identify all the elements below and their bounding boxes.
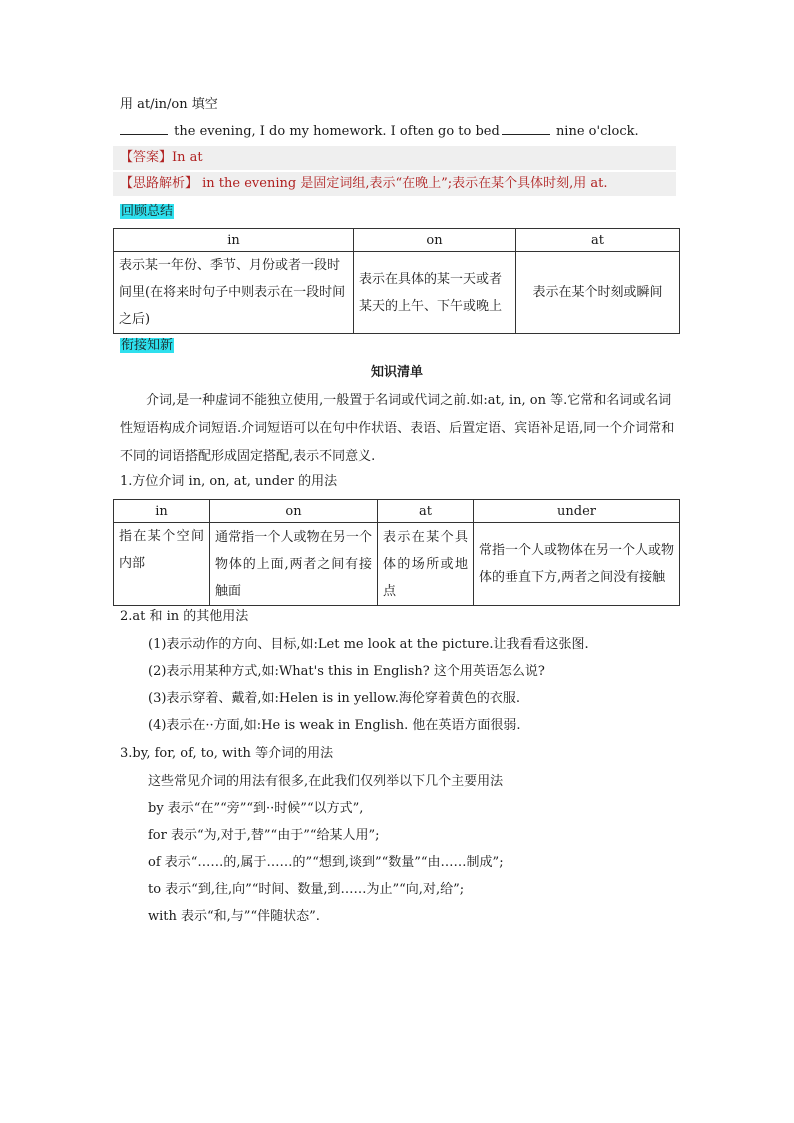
section3-intro: 这些常见介词的用法有很多,在此我们仅列举以下几个主要用法 xyxy=(148,774,504,789)
knowledge-list-title: 知识清单 xyxy=(370,365,423,380)
analysis-line xyxy=(120,175,608,193)
position-prepositions-table xyxy=(113,499,680,606)
review-cell: 表示某一年份、季节、月份或者一段时间里(在将来时句子中则表示在一段时间之后) xyxy=(114,252,354,334)
review-table xyxy=(113,228,680,334)
sentence-part2: nine o'clock. xyxy=(555,124,639,139)
answer-blank[interactable] xyxy=(120,122,168,135)
section2-item: (1)表示动作的方向、目标,如:Let me look at the picture.让我看看这张图. xyxy=(148,637,589,652)
position-cell: 通常指一个人或物在另一个物体的上面,两者之间有接触面 xyxy=(210,523,378,606)
position-header: in xyxy=(114,500,210,523)
section3-item: by 表示“在”“旁”“到··时候”“以方式”, xyxy=(148,801,364,816)
position-cell: 表示在某个具体的场所或地点 xyxy=(378,523,474,606)
section2-item: (4)表示在··方面,如:He is weak in English. 他在英语方面很弱. xyxy=(148,718,521,733)
sentence-part1: the evening, I do my homework. I often go to bed xyxy=(174,124,500,139)
answer-line xyxy=(120,149,203,167)
section3-title: 3.by, for, of, to, with 等介词的用法 xyxy=(120,746,334,761)
section3-item: for 表示“为,对于,替”“由于”“给某人用”; xyxy=(148,828,380,843)
analysis-label: 【思路解析】 xyxy=(120,176,199,191)
exercise-sentence xyxy=(120,122,639,141)
position-header: on xyxy=(210,500,378,523)
section3-item: to 表示“到,往,向”“时间、数量,到……为止”“向,对,给”; xyxy=(148,882,465,897)
review-cell: 表示在具体的某一天或者某天的上午、下午或晚上 xyxy=(354,252,516,334)
bridge-heading: 衔接知新 xyxy=(121,338,174,353)
review-header: in xyxy=(114,229,354,252)
review-cell: 表示在某个时刻或瞬间 xyxy=(516,252,680,334)
position-cell: 常指一个人或物体在另一个人或物体的垂直下方,两者之间没有接触 xyxy=(474,523,680,606)
position-header: under xyxy=(474,500,680,523)
review-header: at xyxy=(516,229,680,252)
review-heading: 回顾总结 xyxy=(121,204,174,219)
position-cell: 指在某个空间内部 xyxy=(114,523,210,606)
section2-item: (3)表示穿着、戴着,如:Helen is in yellow.海伦穿着黄色的衣服. xyxy=(148,691,520,706)
intro-paragraph: 介词,是一种虚词不能独立使用,一般置于名词或代词之前.如:at, in, on 等.它常和名词或名词性短语构成介词短语.介词短语可以在句中作状语、表语、后置定语、宾语补足语,同一个介词常和不同的词语搭配形成固定搭配,表示不同意义. xyxy=(120,393,675,464)
section1-title: 1.方位介词 in, on, at, under 的用法 xyxy=(120,474,338,489)
review-header: on xyxy=(354,229,516,252)
exercise-instruction: 用 at/in/on 填空 xyxy=(120,97,218,112)
position-header: at xyxy=(378,500,474,523)
section3-item: with 表示“和,与”“伴随状态”. xyxy=(148,909,320,924)
section3-item: of 表示“……的,属于……的”“想到,谈到”“数量”“由……制成”; xyxy=(148,855,504,870)
section2-title: 2.at 和 in 的其他用法 xyxy=(120,609,249,624)
section2-item: (2)表示用某种方式,如:What's this in English? 这个用英语怎么说? xyxy=(148,664,545,679)
answer-value: In at xyxy=(172,150,203,165)
analysis-text: in the evening 是固定词组,表示“在晚上”;表示在某个具体时刻,用 at. xyxy=(198,176,608,191)
answer-blank[interactable] xyxy=(502,122,550,135)
answer-label: 【答案】 xyxy=(120,150,173,165)
